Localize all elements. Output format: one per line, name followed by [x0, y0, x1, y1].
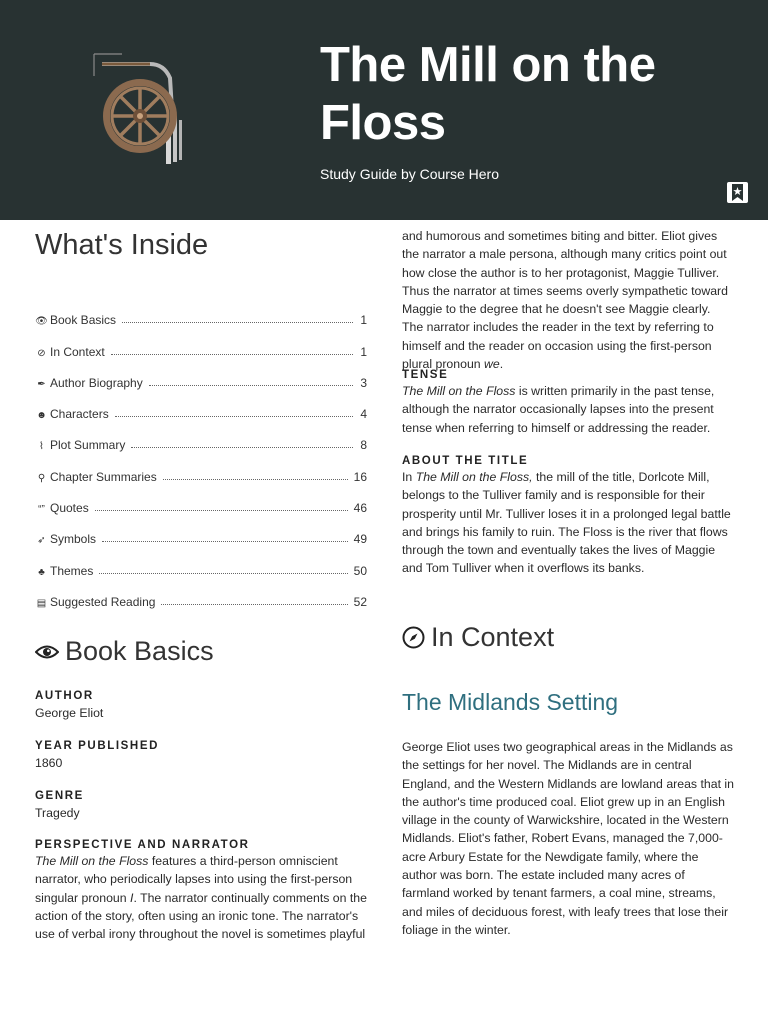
toc-label: Themes	[50, 563, 94, 578]
perspective-continued-text	[402, 227, 734, 373]
toc-item-characters[interactable]	[35, 390, 367, 421]
bird-icon: ➶	[37, 535, 46, 547]
toc-item-plot-summary[interactable]	[35, 421, 367, 452]
people-icon: ☻	[36, 410, 47, 422]
tense-body: is written primarily in the past tense, although the narrator occasionally lapses into the present tense when referring to himself or addressing the reader.	[402, 384, 715, 435]
perspective-continued	[402, 227, 734, 373]
about-pre: In	[402, 470, 416, 484]
toc-page: 52	[353, 594, 367, 609]
toc-item-book-basics[interactable]	[35, 296, 367, 327]
book-basics-perspective	[35, 839, 367, 943]
leader-dots	[163, 479, 348, 480]
leader-dots	[149, 385, 353, 386]
pronoun-we-italic: we	[484, 357, 500, 372]
title-line-2: Floss	[320, 96, 446, 150]
toc-page: 8	[360, 438, 367, 453]
compass-icon: ⊘	[37, 347, 46, 359]
toc-label: Characters	[50, 407, 109, 422]
book-basics-tense	[402, 369, 734, 437]
toc-label: In Context	[50, 344, 105, 359]
in-context-heading	[402, 622, 554, 653]
toc-page: 1	[360, 344, 367, 359]
toc-label: Author Biography	[50, 375, 143, 390]
chart-icon: ⌇	[39, 441, 44, 453]
about-title-label: ABOUT THE TITLE	[402, 455, 529, 467]
genre-label: GENRE	[35, 790, 84, 802]
book-title-italic: The Mill on the Floss	[35, 854, 149, 868]
toc-label: Symbols	[50, 532, 97, 547]
book-basics-heading-text: Book Basics	[65, 636, 214, 666]
leader-dots	[99, 573, 347, 574]
toc-label: Book Basics	[50, 313, 117, 328]
books-icon: ▤	[36, 597, 47, 609]
about-body: the mill of the title, Dorlcote Mill, belongs to the Tulliver family and is responsible for their prosperity until Mr. Tulliver loses it in a prolonged legal battle and brings his family to ruin. The Floss is the river that flows through the town and eventually takes the lives of Maggie and Tom Tulliver when it overflows its banks.	[402, 470, 731, 576]
author-label: AUTHOR	[35, 690, 94, 702]
toc-page: 1	[360, 313, 367, 328]
toc-label: Chapter Summaries	[50, 469, 157, 484]
pronoun-italic: I	[130, 890, 134, 905]
book-basics-author	[35, 690, 367, 723]
header-banner	[0, 0, 768, 220]
perspective-label: PERSPECTIVE AND NARRATOR	[35, 839, 250, 851]
toc-label: Suggested Reading	[50, 594, 156, 609]
toc-page: 4	[360, 407, 367, 422]
book-basics-year	[35, 740, 367, 773]
toc-item-chapter-summaries[interactable]	[35, 452, 367, 483]
toc-item-quotes[interactable]	[35, 484, 367, 515]
whats-inside-heading: What's Inside	[35, 229, 209, 261]
quote-icon: “”	[38, 504, 45, 516]
leader-dots	[161, 604, 347, 605]
toc-label: Plot Summary	[50, 438, 126, 453]
year-label: YEAR PUBLISHED	[35, 740, 159, 752]
tense-text	[402, 382, 734, 437]
tense-label: TENSE	[402, 369, 449, 381]
perspective-part-1: features a third-person omniscient narrator, who periodically lapses into using the first-person singular pronoun	[35, 854, 353, 905]
page-title	[320, 36, 740, 152]
toc-item-author-biography[interactable]	[35, 359, 367, 390]
book-basics-heading	[35, 636, 214, 667]
year-value: 1860	[35, 756, 63, 770]
toc-page: 46	[353, 501, 367, 516]
leader-dots	[122, 322, 353, 323]
book-basics-genre	[35, 790, 367, 823]
toc-page: 3	[360, 375, 367, 390]
book-title-italic: The Mill on the Floss	[402, 384, 516, 398]
toc-item-symbols[interactable]	[35, 515, 367, 546]
magnifier-icon: ⚲	[37, 472, 46, 484]
leader-dots	[111, 354, 353, 355]
toc-page: 16	[353, 469, 367, 484]
eye-icon	[35, 644, 59, 660]
perspective-cont: and humorous and sometimes biting and bitter. Eliot gives the narrator a male persona, although many critics point out how close the author is to her protagonist, Maggie Tulliver. Thus the narrator at times seems overly sympathetic toward Maggie to the degree that he doesn't see Maggie clearly. The narrator includes the reader in the text by referring to himself and the reader on occasion using the first-person plural pronoun	[402, 229, 728, 372]
about-title-text	[402, 468, 734, 578]
toc-item-in-context[interactable]	[35, 327, 367, 358]
perspective-end: .	[499, 357, 504, 372]
genre-value: Tragedy	[35, 806, 80, 820]
toc-label: Quotes	[50, 501, 89, 516]
book-title-italic: The Mill on the Floss,	[415, 470, 533, 484]
pen-nib-icon: ✒	[37, 378, 46, 390]
in-context-heading-text: In Context	[431, 622, 555, 652]
leader-dots	[95, 510, 348, 511]
leader-dots	[115, 416, 353, 417]
leader-dots	[131, 447, 353, 448]
toc-page: 50	[353, 563, 367, 578]
toc-item-suggested-reading[interactable]	[35, 578, 367, 609]
eye-icon: 👁	[35, 316, 48, 328]
table-of-contents	[35, 296, 367, 609]
midlands-setting-heading: The Midlands Setting	[402, 689, 619, 715]
compass-icon	[402, 626, 425, 649]
title-line-1: The Mill on the	[320, 38, 656, 92]
toc-page: 49	[353, 532, 367, 547]
perspective-text	[35, 852, 367, 943]
subtitle: Study Guide by Course Hero	[320, 166, 499, 182]
perspective-part-2: . The narrator continually comments on the action of the story, often using an ironic tone. The narrator's use of verbal irony throughout the novel is sometimes playful	[35, 890, 367, 942]
author-value: George Eliot	[35, 706, 104, 720]
masks-icon: ♣	[38, 566, 45, 578]
midlands-setting	[402, 738, 734, 939]
toc-item-themes[interactable]	[35, 546, 367, 577]
book-basics-about-title	[402, 455, 734, 578]
leader-dots	[102, 541, 348, 542]
bookmark-star-icon[interactable]	[727, 182, 748, 203]
midlands-paragraph: George Eliot uses two geographical areas in the Midlands as the settings for her novel. The Midlands are in central England, and the Western Midlands are lowland areas that in the author's time produced coal. Eliot grew up in an English village in the county of Warwickshire, located in the Western Midlands. Eliot's father, Robert Evans, managed the 7,000-acre Arbury Estate for the Newdigate family, where the author was born. The estate included many acres of farmland worked by tenant farmers, a coal mine, streams, and miles of deciduous forest, with leafy trees that lose their foliage in the winter.	[402, 740, 734, 937]
water-wheel-icon	[92, 50, 202, 170]
